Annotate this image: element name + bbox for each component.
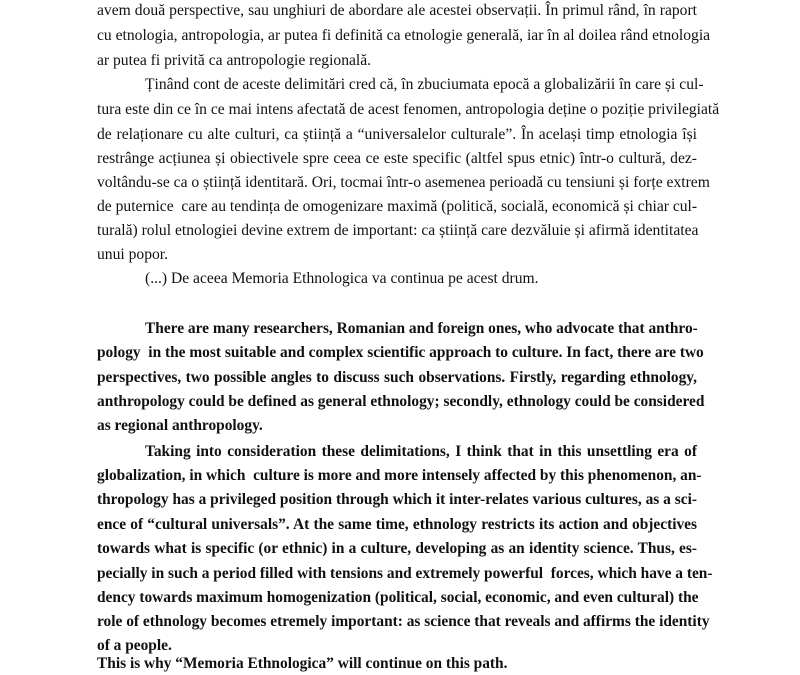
en-p2-line-3: thropology has a privileged position through which it inter-relates various cultures, as a sci- [97, 491, 697, 508]
ro-p2-line-6: de puternice care au tendința de omogenizare maximă (politică, socială, economică și chiar cul- [97, 198, 698, 215]
en-p2-line-8: role of ethnology becomes etremely important: as science that reveals and affirms the identity [97, 613, 710, 630]
en-p1-line-3: perspectives, two possible angles to discuss such observations. Firstly, regarding ethnology, [97, 369, 697, 386]
ro-p3-line: (...) De aceea Memoria Ethnologica va continua pe acest drum. [145, 270, 539, 287]
ro-p2-line-3: de relaționare cu alte culturi, ca știință a “universalelor culturale”. În același timp etnologia își [97, 126, 697, 143]
ro-p2-line-4: restrânge acțiunea și obiectivele spre ceea ce este specific (altfel spus etnic) într-o cultură, dez- [97, 150, 697, 167]
ro-p2-line-2: tura este din ce în ce mai intens afectată de acest fenomen, antropologia deține o poziție privilegiată [97, 101, 720, 118]
en-p1-line-4: anthropology could be defined as general ethnology; secondly, ethnology could be considered [97, 393, 705, 410]
en-p3-line: This is why “Memoria Ethnologica” will continue on this path. [97, 655, 508, 672]
en-p1-line-2: pology in the most suitable and complex scientific approach to culture. In fact, there are two [97, 344, 704, 361]
ro-p2-line-8: unui popor. [97, 246, 169, 263]
en-p2-line-9: of a people. [97, 637, 172, 654]
en-p1-line-5: as regional anthropology. [97, 417, 263, 434]
ro-p2-line-1: Ținând cont de aceste delimitări cred că, în zbuciumata epocă a globalizării în care și cul- [145, 76, 704, 93]
ro-p1-line-1: avem două perspective, sau unghiuri de abordare ale acestei observații. În primul rând, în raport [97, 2, 697, 19]
en-p2-line-4: ence of “cultural universals”. At the same time, ethnology restricts its action and objectives [97, 516, 697, 533]
ro-p2-line-7: turală) rolul etnologiei devine extrem de important: ca știință care dezvăluie și afirmă identitatea [97, 222, 699, 239]
en-p2-line-5: towards what is specific (or ethnic) in a culture, developing as an identity science. Thus, es- [97, 540, 697, 557]
ro-p2-line-5: voltându-se ca o știință identitară. Ori, tocmai într-o asemenea perioadă cu tensiuni și forțe extrem [97, 174, 710, 191]
en-p2-line-7: dency towards maximum homogenization (political, social, economic, and even cultural) the [97, 589, 699, 606]
en-p2-line-2: globalization, in which culture is more and more intensely affected by this phenomenon, an- [97, 467, 702, 484]
ro-p1-line-2: cu etnologia, antropologia, ar putea fi definită ca etnologie generală, iar în al doilea rând etnologia [97, 27, 711, 44]
ro-p1-line-3: ar putea fi privită ca antropologie regională. [97, 52, 372, 69]
en-p2-line-6: pecially in such a period filled with tensions and extremely powerful forces, which have a ten- [97, 565, 713, 582]
en-p2-line-1: Taking into consideration these delimitations, I think that in this unsettling era of [145, 443, 697, 460]
en-p1-line-1: There are many researchers, Romanian and foreign ones, who advocate that anthro- [145, 320, 698, 337]
